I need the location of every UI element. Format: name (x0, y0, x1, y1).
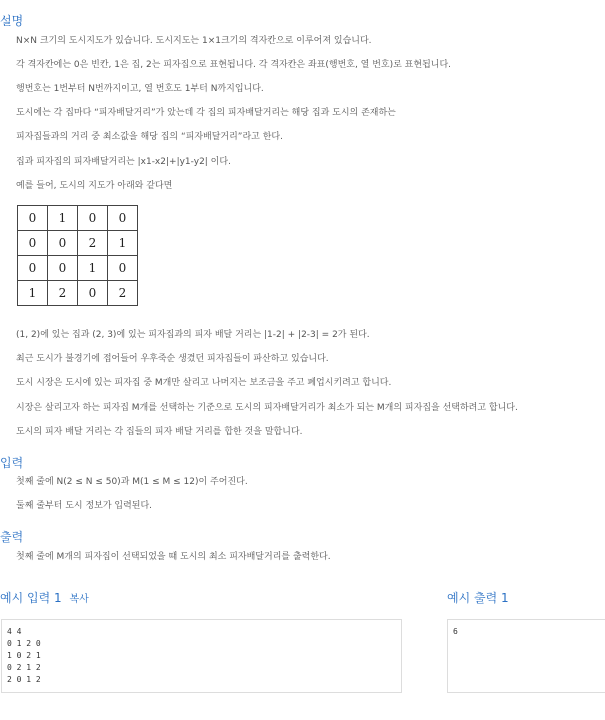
input-heading: 입력 (0, 456, 24, 470)
description-paragraph: 최근 도시가 불경기에 접어들어 우후죽순 생겼던 피자집들이 파산하고 있습니다. (16, 354, 329, 364)
grid-row (18, 206, 138, 231)
description-paragraph: 피자집들과의 거리 중 최소값을 해당 집의 “피자배달거리”라고 한다. (16, 132, 283, 142)
description-paragraph: N×N 크기의 도시지도가 있습니다. 도시지도는 1×1크기의 격자칸으로 이루어져 있습니다. (16, 36, 372, 46)
description-paragraph: 예를 들어, 도시의 지도가 아래와 같다면 (16, 181, 173, 191)
description-paragraph: (1, 2)에 있는 집과 (2, 3)에 있는 피자집과의 피자 배달 거리는 |1-2| + |2-3| = 2가 된다. (16, 330, 370, 340)
description-paragraph: 행번호는 1번부터 N번까지이고, 열 번호도 1부터 N까지입니다. (16, 84, 264, 94)
grid-row (18, 231, 138, 256)
grid-row (18, 256, 138, 281)
grid-cell: 0 (108, 256, 138, 281)
grid-cell: 1 (48, 206, 78, 231)
description-paragraph: 시장은 살리고자 하는 피자집 M개를 선택하는 기준으로 도시의 피자배달거리가 최소가 되는 M개의 피자집을 선택하려고 합니다. (16, 403, 518, 413)
grid-row (18, 281, 138, 306)
grid-cell: 2 (78, 231, 108, 256)
grid-cell: 0 (18, 256, 48, 281)
grid-cell: 0 (48, 256, 78, 281)
sample-output-title: 예시 출력 1 (447, 591, 509, 605)
grid-cell: 0 (18, 206, 48, 231)
description-heading: 설명 (0, 14, 24, 28)
grid-cell: 0 (78, 281, 108, 306)
description-paragraph: 각 격자칸에는 0은 빈칸, 1은 집, 2는 피자집으로 표현됩니다. 각 격자칸은 좌표(행번호, 열 번호)로 표현됩니다. (16, 60, 452, 70)
sample-output-heading (447, 589, 509, 606)
sample-output-box[interactable] (447, 619, 605, 693)
grid-cell: 0 (108, 206, 138, 231)
grid-cell: 0 (78, 206, 108, 231)
grid-cell: 0 (18, 231, 48, 256)
input-paragraph: 첫째 줄에 N(2 ≤ N ≤ 50)과 M(1 ≤ M ≤ 12)이 주어진다. (16, 477, 248, 487)
output-paragraph: 첫째 줄에 M개의 피자집이 선택되었을 때 도시의 최소 피자배달거리를 출력한다. (16, 552, 331, 562)
description-paragraph: 집과 피자집의 피자배달거리는 |x1-x2|+|y1-y2| 이다. (16, 157, 231, 167)
sample-input-content: 4 4 0 1 2 0 1 0 2 1 0 2 1 2 2 0 1 2 (7, 627, 41, 684)
sample-input-title: 예시 입력 1 (0, 591, 62, 605)
copy-button[interactable]: 복사 (69, 594, 89, 605)
grid-cell: 1 (108, 231, 138, 256)
description-paragraph: 도시 시장은 도시에 있는 피자집 중 M개만 살리고 나머지는 보조금을 주고 폐업시키려고 합니다. (16, 378, 392, 388)
grid-cell: 2 (108, 281, 138, 306)
grid-cell: 0 (48, 231, 78, 256)
city-map-grid (17, 205, 138, 306)
sample-output-content: 6 (453, 627, 458, 636)
grid-cell: 2 (48, 281, 78, 306)
description-paragraph: 도시에는 각 집마다 “피자배달거리”가 았는데 각 집의 피자배달거리는 해당 집과 도시의 존재하는 (16, 108, 396, 118)
sample-input-box[interactable] (1, 619, 402, 693)
output-heading: 출력 (0, 530, 24, 544)
grid-cell: 1 (78, 256, 108, 281)
grid-cell: 1 (18, 281, 48, 306)
sample-input-heading (0, 589, 89, 606)
input-paragraph: 둘째 줄부터 도시 정보가 입력된다. (16, 501, 153, 511)
description-paragraph: 도시의 피자 배달 거리는 각 집들의 피자 배달 거리를 합한 것을 말합니다. (16, 427, 303, 437)
